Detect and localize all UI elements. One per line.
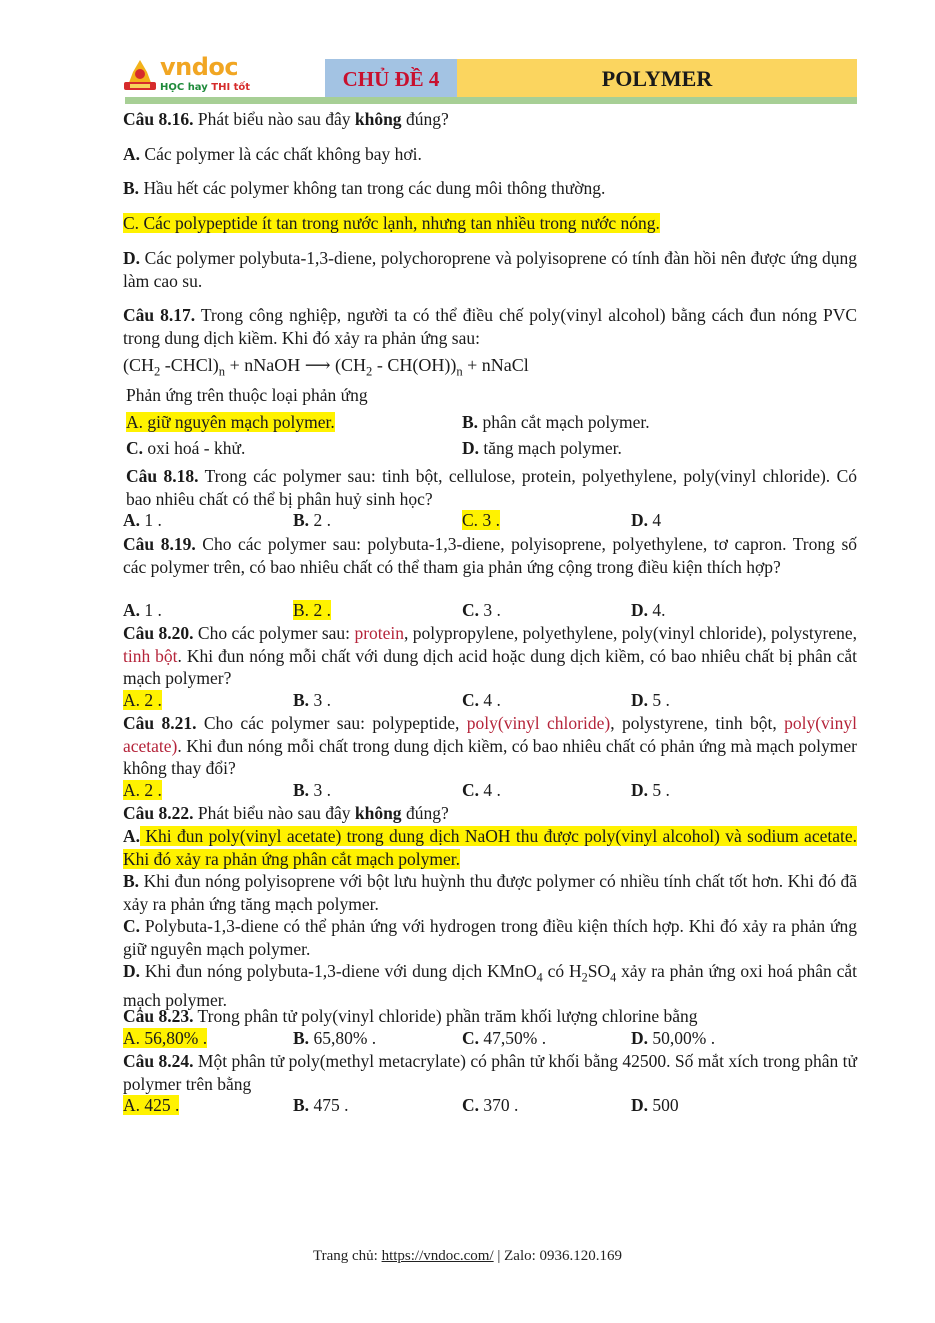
option-text: 2 . (140, 690, 162, 710)
option-c[interactable] (462, 690, 501, 711)
question-stem: Cho các polymer sau: (193, 623, 355, 643)
tagline-part-1: HỌC hay (160, 82, 212, 93)
highlighted-term: protein (354, 623, 405, 643)
option-text: 3 . (479, 600, 501, 620)
options-row (123, 1028, 857, 1051)
option-text: Các polymer polybuta-1,3-diene, polychoroprene và polyisoprene có tính đàn hồi nên được ứng dụng làm cao su. (123, 248, 857, 291)
option-text: 475 . (309, 1095, 349, 1115)
eq-term: (CH (330, 355, 367, 375)
question-stem: . Khi đun nóng mỗi chất với dung dịch acid hoặc dung dịch kiềm, có bao nhiêu chất bị phân cắt mạch polymer? (123, 645, 857, 688)
option-letter: B. (293, 1095, 310, 1115)
eq-term: + nNaOH (225, 355, 305, 375)
option-letter: D. (631, 1028, 649, 1048)
options-row (123, 510, 857, 533)
question-8-16 (123, 108, 857, 131)
option-letter: A. (123, 510, 141, 530)
option-b[interactable] (123, 177, 857, 200)
option-d[interactable] (631, 510, 661, 531)
question-8-22 (123, 802, 857, 825)
chapter-label: CHỦ ĐỀ 4 (325, 59, 457, 99)
option-letter: B. (293, 690, 310, 710)
option-letter: B. (293, 510, 310, 530)
options-row (123, 600, 857, 623)
option-c[interactable] (462, 780, 501, 801)
option-letter: A. (123, 1095, 141, 1115)
option-letter: A. (123, 600, 141, 620)
option-text: Các polymer là các chất không bay hơi. (140, 144, 422, 164)
option-text: Khi đun nóng polyisoprene với bột lưu huỳnh thu được polymer có nhiều tính chất tốt hơn. Khi đó đã xảy ra phản ứng tăng mạch polymer. (123, 871, 857, 914)
option-text: SO (587, 961, 611, 981)
eq-subscript: 2 (154, 364, 161, 379)
subscript: 2 (581, 970, 588, 985)
option-c-correct[interactable] (462, 510, 500, 531)
option-a-correct[interactable] (123, 1028, 207, 1049)
option-text: 5 . (648, 690, 670, 710)
question-stem: Một phân tử poly(methyl metacrylate) có phân tử khối bằng 42500. Số mắt xích trong phân tử polymer trên bằng (123, 1051, 857, 1094)
question-8-23 (123, 1005, 857, 1028)
option-letter: D. (631, 600, 649, 620)
highlighted-term: poly(vinyl chloride) (466, 713, 611, 733)
option-text: 2 . (309, 510, 331, 530)
option-d[interactable] (631, 1028, 715, 1049)
option-text: 2 . (309, 600, 331, 620)
option-letter: D. (631, 780, 649, 800)
question-8-17 (123, 304, 857, 349)
page-title: POLYMER (457, 59, 857, 99)
option-text: 4 (648, 510, 662, 530)
option-d[interactable] (123, 247, 857, 292)
option-letter: A. (123, 1028, 141, 1048)
question-stem: Cho các polymer sau: polybuta-1,3-diene, polyisoprene, polyethylene, tơ capron. Trong số các polymer trên, có bao nhiêu chất có thể tham gia phản ứng cộng trong điều kiện thích hợp? (123, 534, 858, 577)
option-b[interactable] (293, 690, 331, 711)
option-b[interactable] (293, 780, 331, 801)
option-text: Polybuta-1,3-diene có thể phản ứng với hydrogen trong điều kiện thích hợp. Khi đó xảy ra phản ứng giữ nguyên mạch polymer. (123, 916, 857, 959)
option-text: 3 . (309, 780, 331, 800)
option-letter: D. (631, 690, 649, 710)
option-text: 4. (648, 600, 666, 620)
option-text: 2 . (140, 780, 162, 800)
question-8-20 (123, 622, 857, 690)
option-d[interactable] (631, 1095, 679, 1116)
option-text: 500 (648, 1095, 679, 1115)
question-label: Câu 8.21. (123, 713, 197, 733)
question-prompt: Phản ứng trên thuộc loại phản ứng (126, 385, 368, 405)
option-letter: A. (123, 826, 141, 846)
mascot-icon (123, 58, 157, 94)
option-text: 3 . (478, 510, 500, 530)
options-row (126, 412, 856, 435)
option-letter: D. (631, 1095, 649, 1115)
option-letter: B. (123, 178, 140, 198)
reaction-arrow-icon: ⟶ (304, 355, 331, 375)
option-b[interactable] (293, 510, 331, 531)
question-8-18 (126, 465, 857, 510)
option-letter: D. (123, 248, 141, 268)
option-text: 56,80% . (140, 1028, 208, 1048)
option-letter: A. (123, 144, 141, 164)
question-label: Câu 8.17. (123, 305, 196, 325)
eq-term: (CH (123, 355, 154, 375)
eq-term: - CH(OH)) (372, 355, 457, 375)
option-b[interactable] (123, 870, 857, 915)
page-footer (0, 1248, 935, 1265)
option-letter: C. (462, 510, 479, 530)
option-a-correct[interactable] (123, 780, 162, 801)
option-text: Khi đun nóng polybuta-1,3-diene với dung dịch KMnO (140, 961, 537, 981)
option-c[interactable] (462, 1095, 518, 1116)
option-text: phân cắt mạch polymer. (478, 412, 650, 432)
options-row (123, 780, 857, 803)
logo-wordmark: vndoc (160, 53, 239, 81)
question-label: Câu 8.24. (123, 1051, 194, 1071)
option-letter: A. (123, 780, 141, 800)
question-8-24 (123, 1050, 857, 1095)
options-row (126, 438, 856, 461)
option-letter: C. (123, 213, 140, 233)
emphasis: không (354, 109, 402, 129)
options-row (123, 1095, 857, 1118)
question-stem: Trong phân tử poly(vinyl chloride) phần trăm khối lượng chlorine bằng (193, 1006, 698, 1026)
option-a[interactable] (123, 510, 162, 531)
option-c[interactable] (462, 1028, 546, 1049)
question-stem: đúng? (401, 803, 449, 823)
footer-label: Trang chủ: (312, 1248, 382, 1264)
question-stem: đúng? (401, 109, 449, 129)
tagline-part-2: THI tốt (211, 82, 251, 93)
homepage-link[interactable]: https://vndoc.com/ (381, 1248, 494, 1264)
option-letter: A. (123, 690, 141, 710)
option-text: 4 . (479, 690, 501, 710)
option-text: 370 . (479, 1095, 519, 1115)
option-letter: B. (462, 412, 479, 432)
eq-subscript: n (218, 364, 226, 379)
option-text: 1 . (140, 510, 162, 530)
option-text: oxi hoá - khử. (143, 438, 246, 458)
option-text: 47,50% . (479, 1028, 547, 1048)
question-label: Câu 8.22. (123, 803, 194, 823)
option-letter: B. (293, 780, 310, 800)
highlighted-term: tinh bột (123, 645, 178, 666)
question-stem: Trong công nghiệp, người ta có thể điều chế poly(vinyl alcohol) bằng cách đun nóng PVC trong dung dịch kiềm. Khi đó xảy ra phản ứng sau: (123, 305, 858, 348)
header-divider (125, 97, 857, 104)
question-stem: Phát biểu nào sau đây (193, 109, 355, 129)
option-c[interactable] (126, 438, 245, 459)
highlighted-term: poly(vinyl acetate) (123, 713, 858, 756)
option-text: 425 . (140, 1095, 180, 1115)
question-stem: Phát biểu nào sau đây (193, 803, 355, 823)
option-text: giữ nguyên mạch polymer. (143, 412, 335, 432)
question-label: Câu 8.20. (123, 623, 194, 643)
option-b[interactable] (293, 1095, 348, 1116)
eq-term: + nNaCl (462, 355, 529, 375)
option-a-correct[interactable] (126, 412, 335, 433)
option-b[interactable] (293, 1028, 376, 1049)
option-a-correct[interactable] (123, 825, 857, 870)
option-c-correct[interactable] (123, 212, 857, 235)
option-d[interactable] (123, 960, 857, 1012)
option-b[interactable] (462, 412, 650, 433)
option-text: Các polypeptide ít tan trong nước lạnh, nhưng tan nhiều trong nước nóng. (139, 213, 660, 233)
option-letter: C. (462, 1028, 480, 1048)
option-a-correct[interactable] (123, 1095, 179, 1116)
subscript: 4 (536, 970, 543, 985)
vndoc-logo[interactable] (120, 53, 320, 100)
chemical-equation (123, 355, 529, 380)
question-stem: . Khi đun nóng mỗi chất trong dung dịch kiềm, có bao nhiêu chất có phản ứng mà mạch polymer không thay đổi? (123, 735, 857, 778)
question-stem: Trong các polymer sau: tinh bột, cellulose, protein, polyethylene, poly(vinyl chloride). Có bao nhiêu chất có thể bị phân huỷ sinh học? (126, 466, 857, 509)
option-letter: C. (462, 690, 480, 710)
option-text: 50,00% . (648, 1028, 716, 1048)
option-a[interactable] (123, 600, 162, 621)
option-d[interactable] (631, 600, 666, 621)
option-letter: A. (126, 412, 144, 432)
question-label: Câu 8.18. (126, 466, 199, 486)
question-stem: Cho các polymer sau: polypeptide, (196, 713, 467, 733)
option-text: Khi đun poly(vinyl acetate) trong dung dịch NaOH thu được poly(vinyl alcohol) và sodium acetate. Khi đó xảy ra phản ứng phân cắt mạch polymer. (123, 826, 857, 869)
option-letter: C. (462, 600, 480, 620)
eq-term: -CHCl) (160, 355, 219, 375)
option-d[interactable] (631, 780, 670, 801)
option-d[interactable] (462, 438, 622, 459)
question-8-21 (123, 712, 857, 780)
option-text: 1 . (140, 600, 162, 620)
emphasis: không (354, 803, 402, 823)
eq-subscript: 2 (366, 364, 373, 379)
option-a-correct[interactable] (123, 690, 162, 711)
subscript: 4 (610, 970, 617, 985)
option-c[interactable] (462, 600, 501, 621)
option-letter: B. (123, 871, 140, 891)
option-text: tăng mạch polymer. (479, 438, 622, 458)
question-8-19 (123, 533, 857, 578)
option-letter: D. (462, 438, 480, 458)
page-header (120, 53, 857, 106)
option-d[interactable] (631, 690, 670, 711)
question-label: Câu 8.23. (123, 1006, 194, 1026)
option-text: xảy ra phản ứng oxi hoá phân cắt mạch polymer. (123, 961, 857, 1010)
footer-contact: | Zalo: 0936.120.169 (493, 1248, 623, 1264)
option-letter: C. (462, 780, 480, 800)
options-row (123, 690, 857, 713)
eq-subscript: n (456, 364, 463, 379)
option-text: 65,80% . (309, 1028, 377, 1048)
option-text: 4 . (479, 780, 501, 800)
option-text: có H (542, 961, 582, 981)
option-letter: D. (123, 961, 141, 981)
option-b-correct[interactable] (293, 600, 331, 621)
option-letter: C. (123, 916, 141, 936)
option-letter: B. (293, 600, 310, 620)
option-text: 3 . (309, 690, 331, 710)
logo-tagline (160, 82, 250, 93)
option-text: Hầu hết các polymer không tan trong các dung môi thông thường. (139, 178, 606, 198)
option-letter: C. (126, 438, 144, 458)
question-label: Câu 8.16. (123, 109, 194, 129)
option-letter: B. (293, 1028, 310, 1048)
option-letter: D. (631, 510, 649, 530)
option-c[interactable] (123, 915, 857, 960)
question-label: Câu 8.19. (123, 534, 196, 554)
question-stem: , polystyrene, tinh bột, (610, 713, 785, 733)
option-letter: C. (462, 1095, 480, 1115)
option-text: 5 . (648, 780, 670, 800)
option-a[interactable] (123, 143, 857, 166)
question-stem: , polypropylene, polyethylene, poly(vinyl chloride), polystyrene, (404, 623, 858, 643)
